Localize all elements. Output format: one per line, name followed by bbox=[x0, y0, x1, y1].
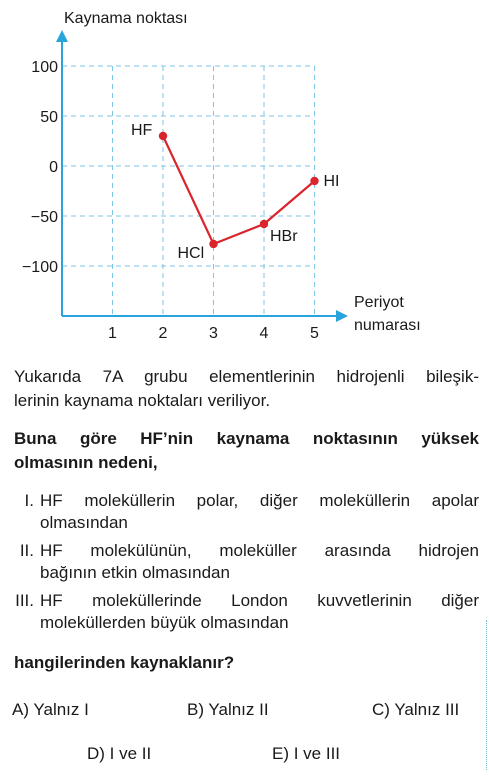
boiling-point-chart bbox=[0, 0, 489, 345]
x-axis-label-line2: numarası bbox=[354, 317, 421, 334]
data-label-hbr: HBr bbox=[270, 228, 298, 245]
x-tick-label: 3 bbox=[209, 325, 218, 342]
x-axis-arrow-icon bbox=[336, 310, 348, 322]
x-tick-label: 4 bbox=[259, 325, 269, 342]
data-label-hcl: HCl bbox=[177, 245, 205, 262]
choice-c[interactable]: C) Yalnız III bbox=[372, 700, 460, 719]
choice-a[interactable]: A) Yalnız I bbox=[12, 700, 89, 719]
statement-2 bbox=[19, 540, 479, 584]
statement-1-line1: HF moleküllerin polar, diğer moleküllerin apolar bbox=[40, 491, 479, 510]
question-intro-line1: Yukarıda 7A grubu elementlerinin hidrojenli bileşik- bbox=[14, 367, 479, 386]
choice-d[interactable]: D) I ve II bbox=[87, 744, 152, 763]
y-tick-label: −50 bbox=[30, 209, 58, 226]
y-tick-label: 50 bbox=[40, 109, 58, 126]
data-label-hi: HI bbox=[323, 173, 340, 190]
chart-axes bbox=[56, 30, 348, 322]
statement-1-line2: olmasından bbox=[40, 513, 128, 532]
y-tick-label: 0 bbox=[49, 159, 58, 176]
statement-1 bbox=[24, 490, 479, 534]
x-axis-label-line1: Periyot bbox=[354, 294, 404, 311]
chart-series bbox=[131, 122, 340, 262]
y-axis-label: Kaynama noktası bbox=[64, 10, 188, 27]
choice-b[interactable]: B) Yalnız II bbox=[187, 700, 269, 719]
x-tick-label: 2 bbox=[158, 325, 168, 342]
data-point-hi bbox=[310, 177, 318, 185]
x-tick-label: 1 bbox=[108, 325, 117, 342]
statement-3-line2: moleküllerden büyük olmasından bbox=[40, 613, 289, 632]
margin-dotted-line bbox=[486, 620, 487, 770]
statement-3-number: III. bbox=[15, 591, 34, 610]
data-point-hf bbox=[159, 132, 167, 140]
statement-2-number: II. bbox=[19, 541, 34, 560]
statement-2-line2: bağının etkin olmasından bbox=[40, 563, 230, 582]
statement-1-number: I. bbox=[24, 491, 34, 510]
x-tick-label: 5 bbox=[310, 325, 319, 342]
data-label-hf: HF bbox=[131, 122, 153, 139]
statement-3-line1: HF moleküllerinde London kuvvetlerinin diğer bbox=[40, 591, 479, 610]
question-prompt-line2: olmasının nedeni, bbox=[14, 453, 158, 472]
chart-ticks bbox=[22, 59, 319, 342]
question-prompt-line1: Buna göre HF’nin kaynama noktasının yüksek bbox=[14, 429, 479, 448]
choice-e[interactable]: E) I ve III bbox=[272, 744, 341, 763]
question-intro-line2: lerinin kaynama noktaları veriliyor. bbox=[14, 391, 271, 410]
statement-3 bbox=[15, 590, 479, 634]
y-tick-label: 100 bbox=[31, 59, 58, 76]
statement-2-line1: HF molekülünün, moleküller arasında hidrojen bbox=[40, 541, 479, 560]
y-axis-arrow-icon bbox=[56, 30, 68, 42]
data-point-hbr bbox=[260, 220, 268, 228]
data-point-hcl bbox=[209, 240, 217, 248]
question-ending: hangilerinden kaynaklanır? bbox=[14, 653, 235, 672]
y-tick-label: −100 bbox=[21, 259, 58, 276]
